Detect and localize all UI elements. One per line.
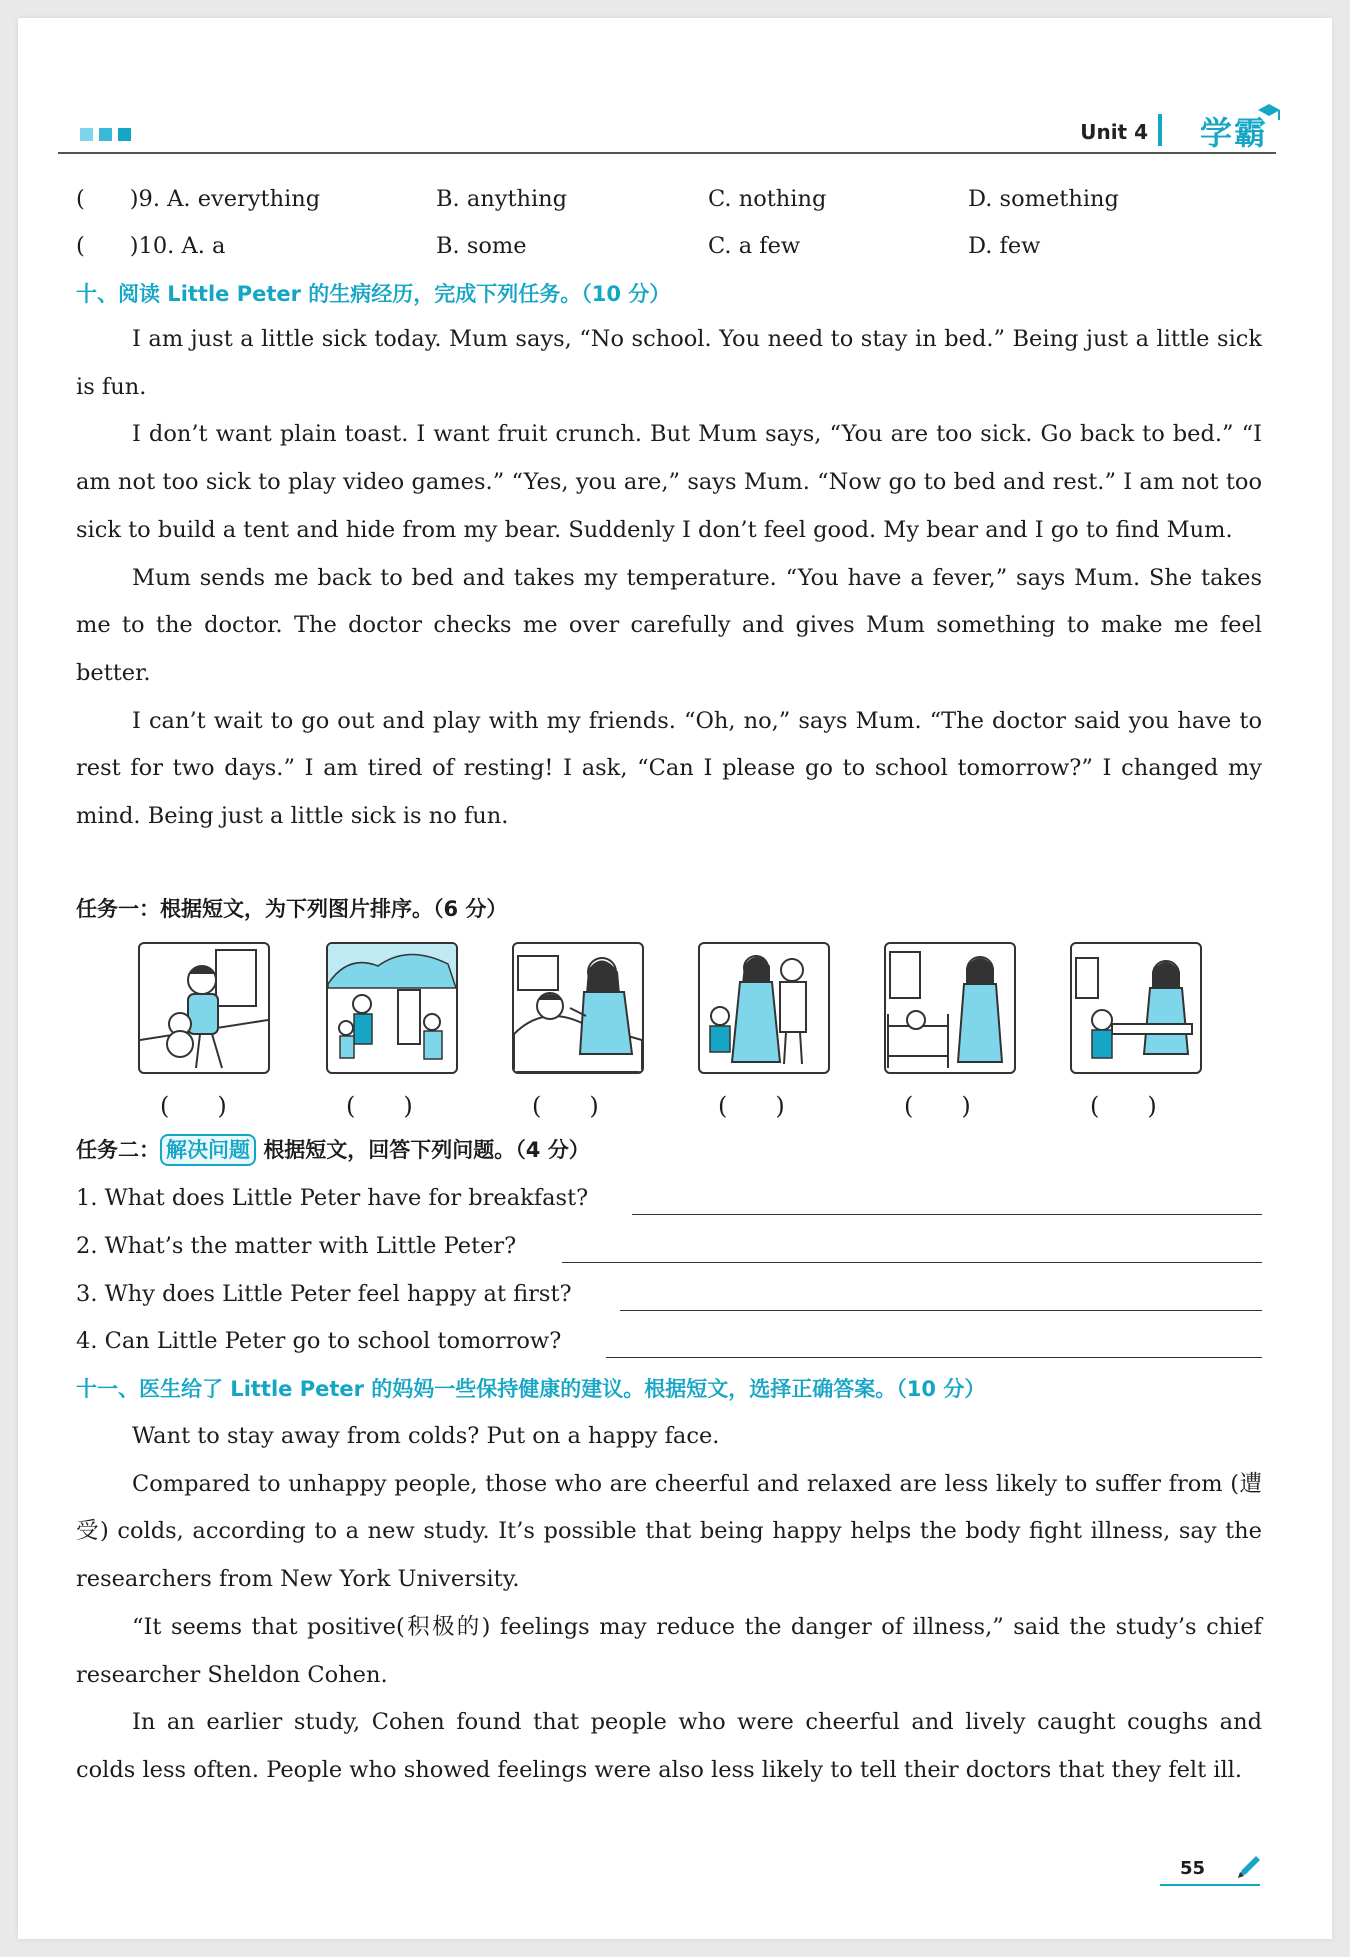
answer-blank[interactable]: ( ) — [160, 1092, 227, 1120]
picture-row — [138, 942, 1204, 1072]
boy-in-bed-and-mum-image — [884, 942, 1016, 1074]
mc-number: ( )9. A. everything — [76, 186, 321, 212]
solve-problem-tag: 解决问题 — [160, 1134, 256, 1166]
passage-paragraph: I don’t want plain toast. I want fruit crunch. But Mum says, “You are too sick. Go back to bed.” “I am not too sick to play video games.” “Yes, you are,” says Mum. “Now go to bed and rest.” I am not too sick to build a tent and hide from my bear. Suddenly I don’t feel good. My bear and I go to find Mum. — [76, 421, 1262, 543]
page-header — [58, 108, 1276, 154]
mc-option-d: D. few — [968, 233, 1041, 259]
answer-line-4[interactable] — [606, 1357, 1262, 1358]
task-1-heading: 任务一：根据短文，为下列图片排序。（6 分） — [76, 897, 508, 921]
passage-paragraph: In an earlier study, Cohen found that people who were cheerful and lively caught coughs and colds less often. People who showed feelings were also less likely to tell their doctors that they felt ill. — [76, 1709, 1262, 1783]
passage-paragraph: I can’t wait to go out and play with my friends. “Oh, no,” says Mum. “The doctor said you have to rest for two days.” I am tired of resting! I ask, “Can I please go to school tomorrow?” I changed my mind. Being just a little sick is no fun. — [76, 707, 1262, 830]
page-number: 55 — [1180, 1858, 1206, 1879]
mc-option-c: C. nothing — [708, 186, 827, 212]
task-2-instruction: 根据短文，回答下列问题。（4 分） — [263, 1138, 590, 1162]
mc-option-d: D. something — [968, 186, 1119, 212]
answer-line-1[interactable] — [632, 1214, 1262, 1215]
answer-blank[interactable]: ( ) — [346, 1092, 413, 1120]
passage-paragraph: I am just a little sick today. Mum says, “No school. You need to stay in bed.” Being just a little sick is fun. — [76, 326, 1262, 400]
passage-paragraph: Mum sends me back to bed and takes my temperature. “You have a fever,” says Mum. She takes me to the doctor. The doctor checks me over carefully and gives Mum something to make me feel better. — [76, 564, 1262, 686]
kids-playing-outside-image — [326, 942, 458, 1074]
question-1: 1. What does Little Peter have for breakfast? — [76, 1185, 589, 1211]
mc-option-b: B. anything — [436, 186, 568, 212]
boy-and-mum-at-table-image — [1070, 942, 1202, 1074]
answer-blank[interactable]: ( ) — [904, 1092, 971, 1120]
answer-blank[interactable]: ( ) — [532, 1092, 599, 1120]
boy-with-teddy-bear-image — [138, 942, 270, 1074]
question-2: 2. What’s the matter with Little Peter? — [76, 1233, 517, 1259]
section-10-passage — [76, 316, 1262, 841]
section-11-passage — [76, 1413, 1262, 1795]
mum-taking-temperature-image — [512, 942, 644, 1074]
answer-line-3[interactable] — [620, 1310, 1262, 1311]
brand-logo: 学霸 — [1199, 114, 1268, 152]
header-squares — [80, 128, 131, 141]
answer-blank[interactable]: ( ) — [718, 1092, 785, 1120]
passage-paragraph: Compared to unhappy people, those who are cheerful and relaxed are less likely to suffer from (遭受) colds, according to a new study. It’s possible that being happy helps the body fight illness, say the researchers from New York University. — [76, 1470, 1262, 1593]
graduation-cap-icon — [1256, 102, 1282, 126]
answer-line-2[interactable] — [562, 1262, 1262, 1263]
passage-paragraph: Want to stay away from colds? Put on a happy face. — [132, 1423, 720, 1449]
brand-divider — [1158, 114, 1162, 146]
unit-label: Unit 4 — [1080, 120, 1148, 144]
mum-and-doctor-image — [698, 942, 830, 1074]
header-square — [80, 128, 93, 141]
task-2-heading — [76, 1134, 590, 1166]
header-square — [118, 128, 131, 141]
passage-paragraph: “It seems that positive(积极的) feelings may reduce the danger of illness,” said the study’s chief researcher Sheldon Cohen. — [76, 1613, 1262, 1688]
section-11-heading: 十一、医生给了 Little Peter 的妈妈一些保持健康的建议。根据短文，选择正确答案。（10 分） — [76, 1377, 986, 1401]
question-4: 4. Can Little Peter go to school tomorrow? — [76, 1328, 562, 1354]
mc-number: ( )10. A. a — [76, 233, 226, 259]
task-2-prefix: 任务二： — [76, 1138, 160, 1162]
page-number-underline — [1160, 1884, 1260, 1886]
mc-option-b: B. some — [436, 233, 527, 259]
question-3: 3. Why does Little Peter feel happy at first? — [76, 1281, 572, 1307]
answer-blank[interactable]: ( ) — [1090, 1092, 1157, 1120]
pencil-icon — [1234, 1852, 1264, 1882]
mc-option-c: C. a few — [708, 233, 801, 259]
section-10-heading: 十、阅读 Little Peter 的生病经历，完成下列任务。（10 分） — [76, 282, 671, 306]
header-square — [99, 128, 112, 141]
